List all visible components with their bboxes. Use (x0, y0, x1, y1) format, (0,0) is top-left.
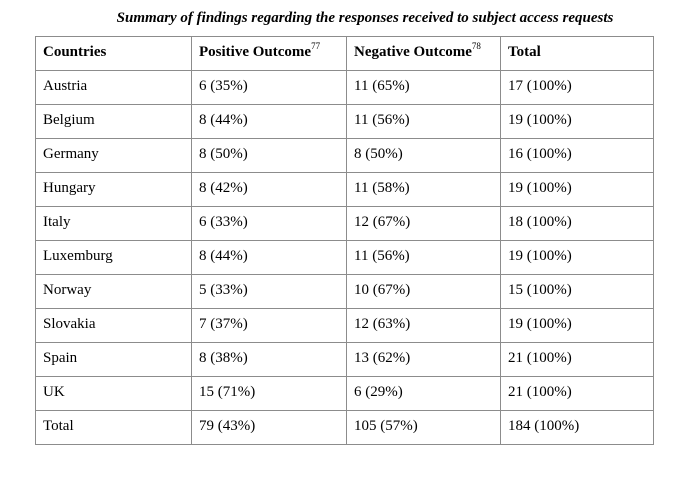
cell-total: 17 (100%) (501, 71, 654, 105)
cell-negative: 6 (29%) (347, 377, 501, 411)
table-row (36, 139, 654, 173)
cell-negative: 11 (56%) (347, 241, 501, 275)
cell-country: Slovakia (36, 309, 192, 343)
cell-country: Hungary (36, 173, 192, 207)
cell-positive: 15 (71%) (192, 377, 347, 411)
header-negative-label: Negative Outcome (354, 44, 472, 60)
cell-negative: 11 (58%) (347, 173, 501, 207)
cell-country: Belgium (36, 105, 192, 139)
header-positive-label: Positive Outcome (199, 44, 312, 60)
cell-total: 21 (100%) (501, 343, 654, 377)
cell-negative: 12 (63%) (347, 309, 501, 343)
table-row (36, 275, 654, 309)
cell-country: Luxemburg (36, 241, 192, 275)
cell-country: Austria (36, 71, 192, 105)
table-row (36, 377, 654, 411)
cell-total: 21 (100%) (501, 377, 654, 411)
cell-total: 184 (100%) (501, 411, 654, 445)
cell-country: Germany (36, 139, 192, 173)
findings-table (35, 36, 654, 445)
cell-negative: 11 (56%) (347, 105, 501, 139)
cell-total: 18 (100%) (501, 207, 654, 241)
cell-positive: 8 (42%) (192, 173, 347, 207)
cell-country: Italy (36, 207, 192, 241)
cell-positive: 8 (44%) (192, 241, 347, 275)
cell-country: UK (36, 377, 192, 411)
cell-total: 19 (100%) (501, 241, 654, 275)
cell-total: 19 (100%) (501, 309, 654, 343)
cell-total: 19 (100%) (501, 173, 654, 207)
header-total-label: Total (508, 44, 541, 60)
cell-total: 15 (100%) (501, 275, 654, 309)
footnote-ref-78: 78 (471, 41, 481, 51)
cell-positive: 8 (50%) (192, 139, 347, 173)
header-countries (36, 37, 192, 71)
cell-country: Norway (36, 275, 192, 309)
table-row (36, 309, 654, 343)
header-positive-outcome (192, 37, 347, 71)
cell-negative: 12 (67%) (347, 207, 501, 241)
table-row (36, 343, 654, 377)
cell-positive: 5 (33%) (192, 275, 347, 309)
cell-negative: 13 (62%) (347, 343, 501, 377)
table-row (36, 207, 654, 241)
cell-positive: 79 (43%) (192, 411, 347, 445)
table-total-row (36, 411, 654, 445)
cell-country: Total (36, 411, 192, 445)
cell-country: Spain (36, 343, 192, 377)
cell-total: 16 (100%) (501, 139, 654, 173)
table-row (36, 105, 654, 139)
cell-total: 19 (100%) (501, 105, 654, 139)
table-header-row (36, 37, 654, 71)
cell-negative: 105 (57%) (347, 411, 501, 445)
header-total (501, 37, 654, 71)
table-row (36, 173, 654, 207)
cell-positive: 8 (38%) (192, 343, 347, 377)
cell-negative: 11 (65%) (347, 71, 501, 105)
table-row (36, 241, 654, 275)
cell-positive: 7 (37%) (192, 309, 347, 343)
header-negative-outcome (347, 37, 501, 71)
cell-positive: 6 (35%) (192, 71, 347, 105)
footnote-ref-77: 77 (311, 41, 321, 51)
table-row (36, 71, 654, 105)
table-caption: Summary of findings regarding the responses received to subject access requests (116, 10, 614, 26)
cell-positive: 8 (44%) (192, 105, 347, 139)
cell-positive: 6 (33%) (192, 207, 347, 241)
cell-negative: 8 (50%) (347, 139, 501, 173)
cell-negative: 10 (67%) (347, 275, 501, 309)
header-countries-label: Countries (43, 44, 107, 60)
